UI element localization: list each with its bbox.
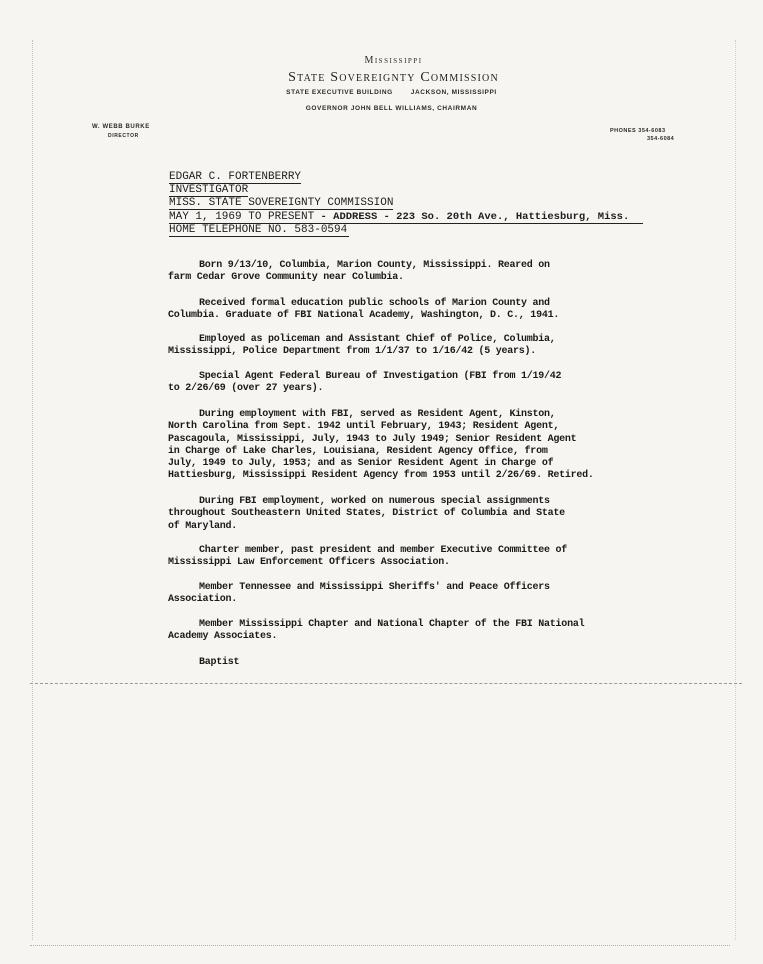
phone-number-1: PHONES 354-6083 bbox=[610, 128, 666, 134]
paragraph-fbi-employment: During employment with FBI, served as Resident Agent, Kinston, North Carolina from Sept. 1942 until February, 1943; Resident Agent, Pascagoula, Mississippi, July, 1943 to July 1949; Senior Resident Agent in Charge of Lake Charles, Louisiana, Resident Agency Office, from July, 1949 to July, 1953; and as Senior Resident Agent in Charge of Hattiesburg, Mississippi Resident Agency from 1953 until 2/26/69. Retired. bbox=[168, 409, 594, 482]
paragraph-education: Received formal education public schools of Marion County and Columbia. Graduate of FBI National Academy, Washington, D. C., 1941. bbox=[168, 298, 560, 322]
paragraph-sheriffs-association: Member Tennessee and Mississippi Sheriffs' and Peace Officers Association. bbox=[168, 582, 550, 606]
paragraph-fbi-agent: Special Agent Federal Bureau of Investigation (FBI from 1/19/42 to 2/26/69 (over 27 years). bbox=[168, 371, 562, 395]
header-name: EDGAR C. FORTENBERRY bbox=[169, 171, 302, 183]
header-address: - ADDRESS - 223 So. 20th Ave., Hattiesburg, Miss. bbox=[314, 211, 630, 223]
paragraph-special-assignments: During FBI employment, worked on numerous special assignments throughout Southeastern United States, District of Columbia and State of Maryland. bbox=[168, 496, 565, 532]
header-org: MISS. STATE SOVEREIGNTY COMMISSION bbox=[169, 197, 394, 209]
letterhead-city: JACKSON, MISSISSIPPI bbox=[410, 89, 497, 96]
paragraph-birth: Born 9/13/10, Columbia, Marion County, Mississippi. Reared on farm Cedar Grove Community near Columbia. bbox=[168, 260, 550, 284]
director-name: W. WEBB BURKE bbox=[92, 124, 150, 130]
paragraph-religion: Baptist bbox=[199, 657, 240, 668]
letterhead-state: Mississippi bbox=[364, 55, 423, 66]
header-home-phone: HOME TELEPHONE NO. 583-0594 bbox=[169, 224, 348, 236]
scan-edge-right bbox=[735, 40, 736, 940]
letterhead-governor: GOVERNOR JOHN BELL WILLIAMS, CHAIRMAN bbox=[305, 105, 478, 112]
paragraph-charter-member: Charter member, past president and member Executive Committee of Mississippi Law Enforcement Officers Association. bbox=[168, 545, 568, 569]
footer-rule bbox=[30, 683, 742, 684]
letterhead-building: STATE EXECUTIVE BUILDING bbox=[286, 89, 393, 96]
letterhead-director bbox=[92, 123, 150, 141]
header-title: INVESTIGATOR bbox=[169, 184, 249, 196]
letterhead-address bbox=[0, 89, 763, 96]
bottom-edge-rule bbox=[30, 945, 730, 946]
header-tenure: MAY 1, 1969 TO PRESENT bbox=[169, 211, 315, 223]
letterhead-phones bbox=[610, 127, 674, 143]
paragraph-fbi-academy-associates: Member Mississippi Chapter and National Chapter of the FBI National Academy Associates. bbox=[168, 619, 585, 643]
director-title: DIRECTOR bbox=[108, 133, 139, 139]
letterhead-commission: State Sovereignty Commission bbox=[288, 70, 499, 85]
scan-edge-left bbox=[32, 40, 33, 940]
paragraph-police: Employed as policeman and Assistant Chief of Police, Columbia, Mississippi, Police Department from 1/1/37 to 1/16/42 (5 years). bbox=[168, 334, 556, 358]
phone-number-2: 354-6084 bbox=[647, 136, 675, 142]
header-tenure-address bbox=[169, 211, 643, 224]
